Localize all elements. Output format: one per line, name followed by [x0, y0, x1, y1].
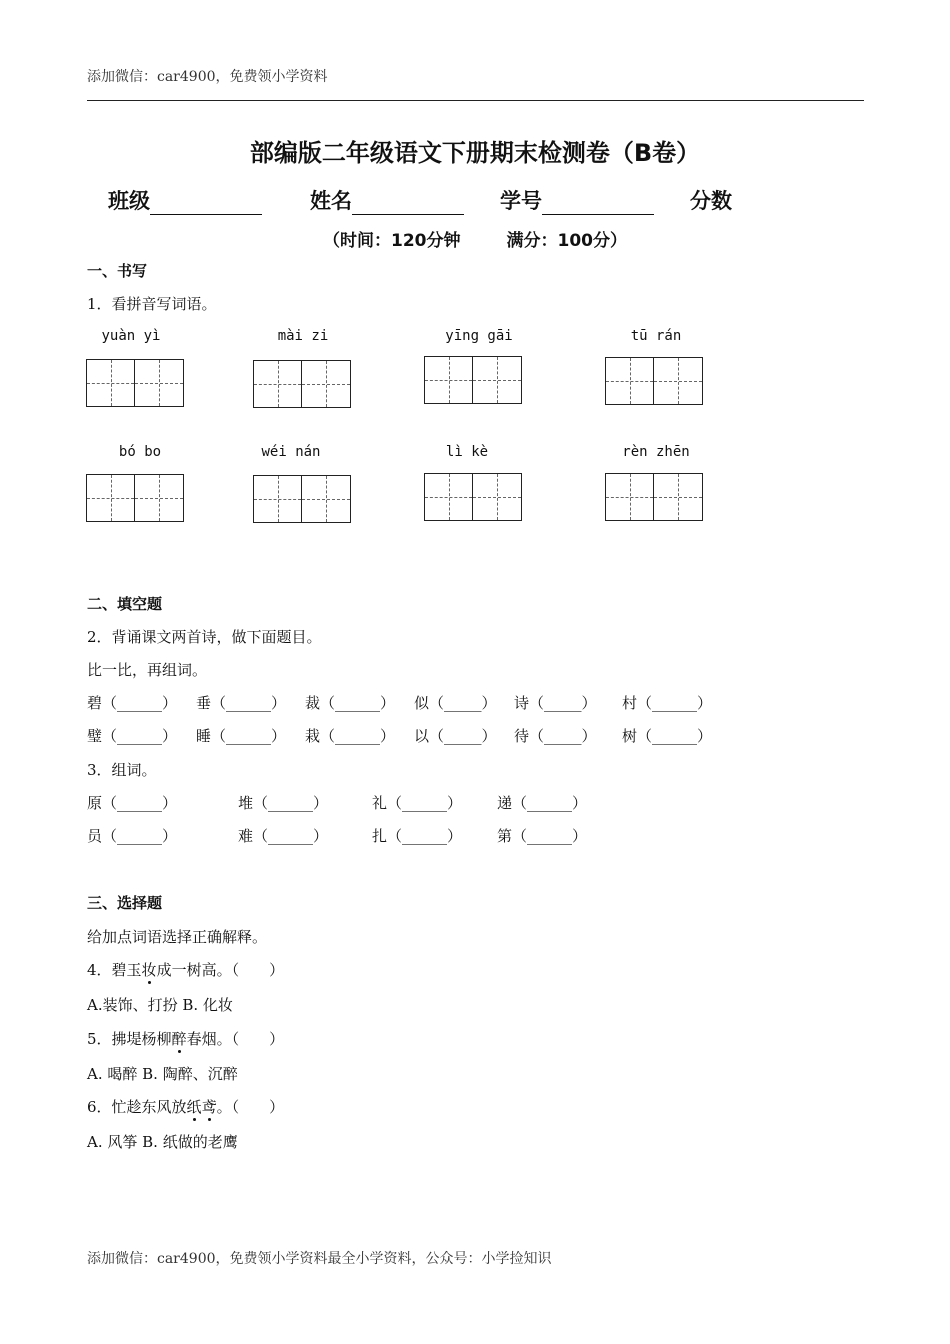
q1-text: 1．看拼音写词语。 [87, 295, 217, 313]
id-label: 学号 [500, 189, 542, 213]
q6-options: A. 风筝 B. 纸做的老鹰 [87, 1133, 238, 1151]
class-line[interactable] [150, 193, 262, 215]
q5-text [87, 1028, 284, 1049]
blank-r2-1[interactable]: 璧（______） [87, 727, 178, 745]
blank-r4-3[interactable]: 扎（______） [372, 827, 463, 845]
blank-r1-3[interactable]: 裁（______） [305, 694, 396, 712]
header-rule [87, 100, 864, 101]
q4-post[interactable]: 成一树高。（ ） [156, 961, 285, 979]
id-line[interactable] [542, 193, 654, 215]
q6-pre: 6．忙趁东风放 [87, 1098, 187, 1116]
blank-r4-4[interactable]: 第（______） [497, 827, 588, 845]
compare-text: 比一比，再组词。 [87, 661, 208, 679]
q4-options: A.装饰、打扮 B. 化妆 [87, 996, 233, 1014]
writing-grid-5[interactable] [86, 474, 184, 522]
page-title: 部编版二年级语文下册期末检测卷（B卷） [249, 139, 701, 167]
q4-dotted-char: 妆 [141, 961, 157, 979]
blank-r1-5[interactable]: 诗（_____） [514, 694, 597, 712]
blank-r1-1[interactable]: 碧（______） [87, 694, 178, 712]
name-label: 姓名 [310, 189, 352, 213]
writing-grid-4[interactable] [605, 357, 703, 405]
section3-intro: 给加点词语选择正确解释。 [87, 928, 268, 946]
blank-r2-3[interactable]: 栽（______） [305, 727, 396, 745]
full-score-text: 满分：100分） [506, 231, 627, 251]
name-field [310, 185, 464, 215]
q5-options: A. 喝醉 B. 陶醉、沉醉 [87, 1065, 238, 1083]
q4-pre: 4．碧玉 [87, 961, 142, 979]
blank-r2-6[interactable]: 树（______） [622, 727, 713, 745]
writing-grid-3[interactable] [424, 356, 522, 404]
writing-grid-7[interactable] [424, 473, 522, 521]
q6-dotted-char-1: 纸 [186, 1098, 202, 1116]
section2-heading: 二、填空题 [87, 595, 163, 613]
blank-r2-4[interactable]: 以（_____） [414, 727, 497, 745]
pinyin-4: tū rán [630, 328, 682, 344]
pinyin-5: bó bo [118, 444, 162, 460]
blank-r4-2[interactable]: 难（______） [238, 827, 329, 845]
section3-heading: 三、选择题 [87, 894, 163, 912]
writing-grid-6[interactable] [253, 475, 351, 523]
pinyin-1: yuàn yì [101, 328, 161, 344]
q2-text: 2．背诵课文两首诗，做下面题目。 [87, 628, 322, 646]
page-header: 添加微信：car4900，免费领小学资料 [87, 69, 328, 85]
pinyin-8: rèn zhēn [622, 444, 690, 460]
blank-r1-6[interactable]: 村（______） [622, 694, 713, 712]
blank-r3-3[interactable]: 礼（______） [372, 794, 463, 812]
blank-r3-4[interactable]: 递（______） [497, 794, 588, 812]
blank-r2-5[interactable]: 待（_____） [514, 727, 597, 745]
writing-grid-1[interactable] [86, 359, 184, 407]
q4-text [87, 959, 284, 980]
q6-text [87, 1096, 284, 1117]
id-field [500, 185, 654, 215]
blank-r1-2[interactable]: 垂（______） [196, 694, 287, 712]
q5-pre: 5．拂堤杨柳 [87, 1030, 172, 1048]
section1-heading: 一、书写 [87, 262, 148, 280]
blank-r2-2[interactable]: 睡（______） [196, 727, 287, 745]
class-label: 班级 [108, 189, 150, 213]
score-label: 分数 [690, 189, 732, 213]
time-text: （时间：120分钟 [323, 231, 461, 251]
pinyin-2: mài zi [277, 328, 329, 344]
page-footer: 添加微信：car4900，免费领小学资料最全小学资料，公众号：小学捡知识 [87, 1251, 552, 1267]
name-line[interactable] [352, 193, 464, 215]
pinyin-7: lì kè [445, 444, 489, 460]
blank-r1-4[interactable]: 似（_____） [414, 694, 497, 712]
exam-subtitle [0, 226, 950, 251]
q3-text: 3．组词。 [87, 761, 157, 779]
writing-grid-8[interactable] [605, 473, 703, 521]
pinyin-6: wéi nán [261, 444, 321, 460]
writing-grid-2[interactable] [253, 360, 351, 408]
q6-dotted-char-2: 鸢 [201, 1098, 217, 1116]
q5-dotted-char: 醉 [171, 1030, 187, 1048]
score-field [690, 185, 732, 215]
q5-post[interactable]: 春烟。（ ） [186, 1030, 285, 1048]
blank-r3-1[interactable]: 原（______） [87, 794, 178, 812]
class-field [108, 185, 262, 215]
blank-r4-1[interactable]: 员（______） [87, 827, 178, 845]
pinyin-3: yīng gāi [445, 328, 513, 344]
q6-post[interactable]: 。（ ） [216, 1098, 285, 1116]
blank-r3-2[interactable]: 堆（______） [238, 794, 329, 812]
